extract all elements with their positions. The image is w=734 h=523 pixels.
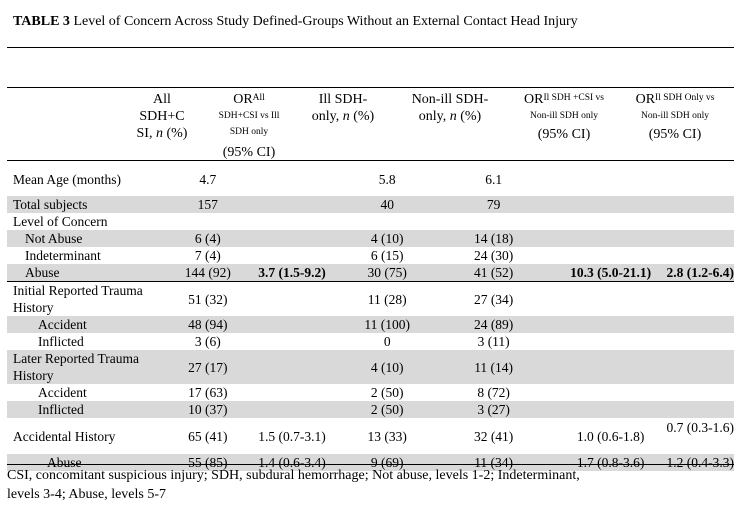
cell-or-all [242, 213, 342, 230]
col3-line2: only, n (%) [311, 109, 375, 124]
cell-or-ill-only [667, 401, 734, 418]
col2-or-sup: All [252, 93, 265, 103]
cell-non-ill: 24 (30) [473, 248, 514, 263]
col6-or-text: OR [635, 92, 656, 107]
cell-all: 6 (4) [173, 230, 242, 247]
table-row [7, 264, 734, 282]
table-number: TABLE 3 [13, 14, 70, 29]
footnote-line1: CSI, concomitant suspicious injury; SDH, subdural hemorrhage; Not abuse, levels 1-2; Indeterminant, [7, 468, 580, 483]
col2-line3: SDH only [229, 127, 269, 137]
row-label: Level of Concern [13, 214, 108, 229]
cell-or-all [242, 401, 342, 418]
cell-non-ill: 79 [433, 196, 555, 213]
data-table [7, 162, 734, 471]
cell-non-ill: 11 (14) [433, 350, 555, 384]
table-row [7, 333, 734, 350]
table-title [13, 14, 578, 30]
cell-or-ill-only [667, 162, 734, 196]
cell-or-all: 1.4 (0.6-3.4) [242, 454, 342, 471]
cell-non-ill: 27 (34) [433, 282, 555, 317]
cell-or-ill-csi [555, 350, 667, 384]
cell-or-all: 3.7 (1.5-9.2) [242, 264, 342, 282]
cell-or-all [242, 196, 342, 213]
cell-all: 7 (4) [194, 248, 221, 263]
cell-ill: 2 (50) [342, 401, 433, 418]
col5-ci: (95% CI) [537, 127, 591, 142]
row-label: Abuse [7, 264, 173, 282]
cell-all: 51 (32) [173, 282, 242, 317]
cell-all [173, 213, 242, 230]
col3-line1: Ill SDH- [318, 92, 368, 107]
col2-or [201, 91, 297, 108]
row-label: Total subjects [7, 196, 173, 213]
cell-all: 3 (6) [194, 334, 221, 349]
cell-or-ill-csi [555, 384, 667, 401]
col4-line2: only, n (%) [418, 109, 482, 124]
table-row [7, 162, 734, 196]
cell-or-all [242, 230, 342, 247]
cell-non-ill [433, 213, 555, 230]
row-label: Accident [7, 316, 173, 333]
cell-or-ill-only [667, 316, 734, 333]
table-row [7, 418, 734, 454]
cell-or-all: 1.5 (0.7-3.1) [258, 428, 326, 444]
cell-non-ill: 6.1 [485, 171, 503, 187]
cell-or-all [242, 333, 342, 350]
col4-line1: Non-ill SDH- [411, 92, 489, 107]
n-italic: n [342, 109, 350, 124]
col1-line2: SDH+C [139, 109, 185, 124]
col5-line2: Non-ill SDH only [529, 111, 599, 121]
cell-or-ill-csi: 10.3 (5.0-21.1) [555, 264, 667, 282]
cell-ill: 0 [383, 334, 391, 349]
cell-or-ill-csi [555, 247, 667, 264]
cell-or-all [242, 384, 342, 401]
cell-or-ill-only [667, 196, 734, 213]
cell-ill: 40 [342, 196, 433, 213]
cell-ill: 4 (10) [342, 230, 433, 247]
table-caption: Level of Concern Across Study Defined-Groups Without an External Contact Head Injury [69, 14, 578, 29]
col-header-or-ill-sdh-only [620, 91, 730, 143]
cell-ill [342, 213, 433, 230]
cell-or-all [242, 162, 342, 196]
col2-ci: (95% CI) [222, 145, 276, 160]
cell-or-all [242, 282, 342, 317]
cell-or-all [242, 350, 342, 384]
cell-ill: 5.8 [378, 171, 396, 187]
col6-line2: Non-ill SDH only [640, 111, 710, 121]
col2-or-text: OR [233, 92, 253, 107]
table-bottom-rule [7, 464, 734, 465]
table-row [7, 196, 734, 213]
cell-non-ill: 14 (18) [433, 230, 555, 247]
cell-or-ill-csi [555, 333, 667, 350]
cell-non-ill: 3 (11) [477, 334, 510, 349]
row-label: Accidental History [13, 428, 116, 444]
cell-or-ill-only [667, 384, 734, 401]
cell-all: 4.7 [199, 171, 217, 187]
col5-or-sup: Il SDH +CSI vs [543, 93, 604, 103]
row-label: Inflicted [7, 401, 173, 418]
cell-ill: 6 (15) [370, 248, 404, 263]
cell-non-ill: 32 (41) [473, 428, 514, 444]
cell-or-ill-csi [555, 162, 667, 196]
cell-all: 48 (94) [173, 316, 242, 333]
row-label: Abuse [7, 454, 173, 471]
table-row [7, 316, 734, 333]
col-header-or-ill-sdh-csi [508, 91, 620, 143]
header-bottom-rule [7, 160, 734, 161]
cell-all: 17 (63) [188, 385, 228, 400]
table-row [7, 401, 734, 418]
cell-or-ill-only [667, 230, 734, 247]
table-row [7, 350, 734, 384]
table-row [7, 247, 734, 264]
cell-ill: 9 (69) [342, 454, 433, 471]
cell-all: 65 (41) [188, 428, 228, 444]
cell-ill: 30 (75) [342, 264, 433, 282]
col-header-all-sdh-csi [134, 91, 190, 142]
cell-ill: 11 (100) [342, 316, 433, 333]
row-label: Inflicted [38, 334, 84, 349]
col-header-or-all [201, 91, 297, 161]
table-row [7, 213, 734, 230]
col6-ci: (95% CI) [648, 127, 702, 142]
cell-or-ill-csi [555, 316, 667, 333]
col-header-non-ill-sdh-only [390, 91, 510, 125]
cell-or-ill-only: 1.2 (0.4-3.3) [666, 455, 734, 470]
row-label: Later Reported Trauma History [7, 350, 173, 384]
cell-or-ill-csi: 1.0 (0.6-1.8) [576, 428, 645, 444]
col1-line3 [134, 125, 190, 142]
cell-or-ill-only: 0.7 (0.3-1.6) [666, 420, 734, 435]
cell-ill: 13 (33) [367, 428, 407, 444]
cell-non-ill: 3 (27) [433, 401, 555, 418]
cell-or-ill-only [667, 247, 734, 264]
n-italic: n [449, 109, 457, 124]
cell-non-ill: 41 (52) [433, 264, 555, 282]
col6-or [620, 91, 730, 108]
col-header-ill-sdh-only [298, 91, 388, 125]
cell-all: 55 (85) [173, 454, 242, 471]
cell-or-ill-only [667, 350, 734, 384]
cell-or-all [242, 247, 342, 264]
top-rule [7, 47, 734, 48]
footnote-line2: levels 3-4; Abuse, levels 5-7 [7, 487, 167, 502]
table-row [7, 230, 734, 247]
cell-non-ill: 8 (72) [477, 385, 510, 400]
col1-line3-text: SI, n (%) [136, 126, 188, 141]
table-row [7, 282, 734, 317]
row-label: Mean Age (months) [13, 171, 121, 187]
cell-or-all [242, 316, 342, 333]
cell-all: 27 (17) [173, 350, 242, 384]
table-row [7, 384, 734, 401]
cell-or-ill-only [667, 333, 734, 350]
cell-non-ill: 11 (34) [433, 454, 555, 471]
cell-all: 157 [173, 196, 242, 213]
cell-or-ill-csi [555, 213, 667, 230]
cell-or-ill-csi [555, 282, 667, 317]
col5-or [508, 91, 620, 108]
cell-or-ill-only: 2.8 (1.2-6.4) [666, 265, 734, 280]
col6-or-sup: Il SDH Only vs [655, 93, 715, 103]
n-italic: n [155, 126, 163, 141]
table-footnote [7, 466, 707, 504]
col2-line2: SDH+CSI vs Ill [218, 111, 280, 121]
row-label: Accident [38, 385, 87, 400]
col1-line1: All [153, 92, 171, 107]
header-top-rule [7, 87, 734, 88]
row-label: Initial Reported Trauma History [7, 282, 173, 317]
row-label: Indeterminant [25, 248, 101, 263]
cell-ill: 2 (50) [370, 385, 404, 400]
cell-or-ill-csi [555, 196, 667, 213]
cell-or-ill-csi [555, 230, 667, 247]
cell-all: 10 (37) [173, 401, 242, 418]
cell-ill: 4 (10) [342, 350, 433, 384]
cell-or-ill-csi [555, 401, 667, 418]
cell-or-ill-only [667, 282, 734, 317]
col5-or-text: OR [524, 92, 544, 107]
cell-all: 144 (92) [173, 264, 242, 282]
cell-or-ill-only [667, 213, 734, 230]
row-label: Not Abuse [7, 230, 173, 247]
cell-or-ill-csi: 1.7 (0.8-3.6) [555, 454, 667, 471]
cell-ill: 11 (28) [342, 282, 433, 317]
cell-non-ill: 24 (89) [433, 316, 555, 333]
